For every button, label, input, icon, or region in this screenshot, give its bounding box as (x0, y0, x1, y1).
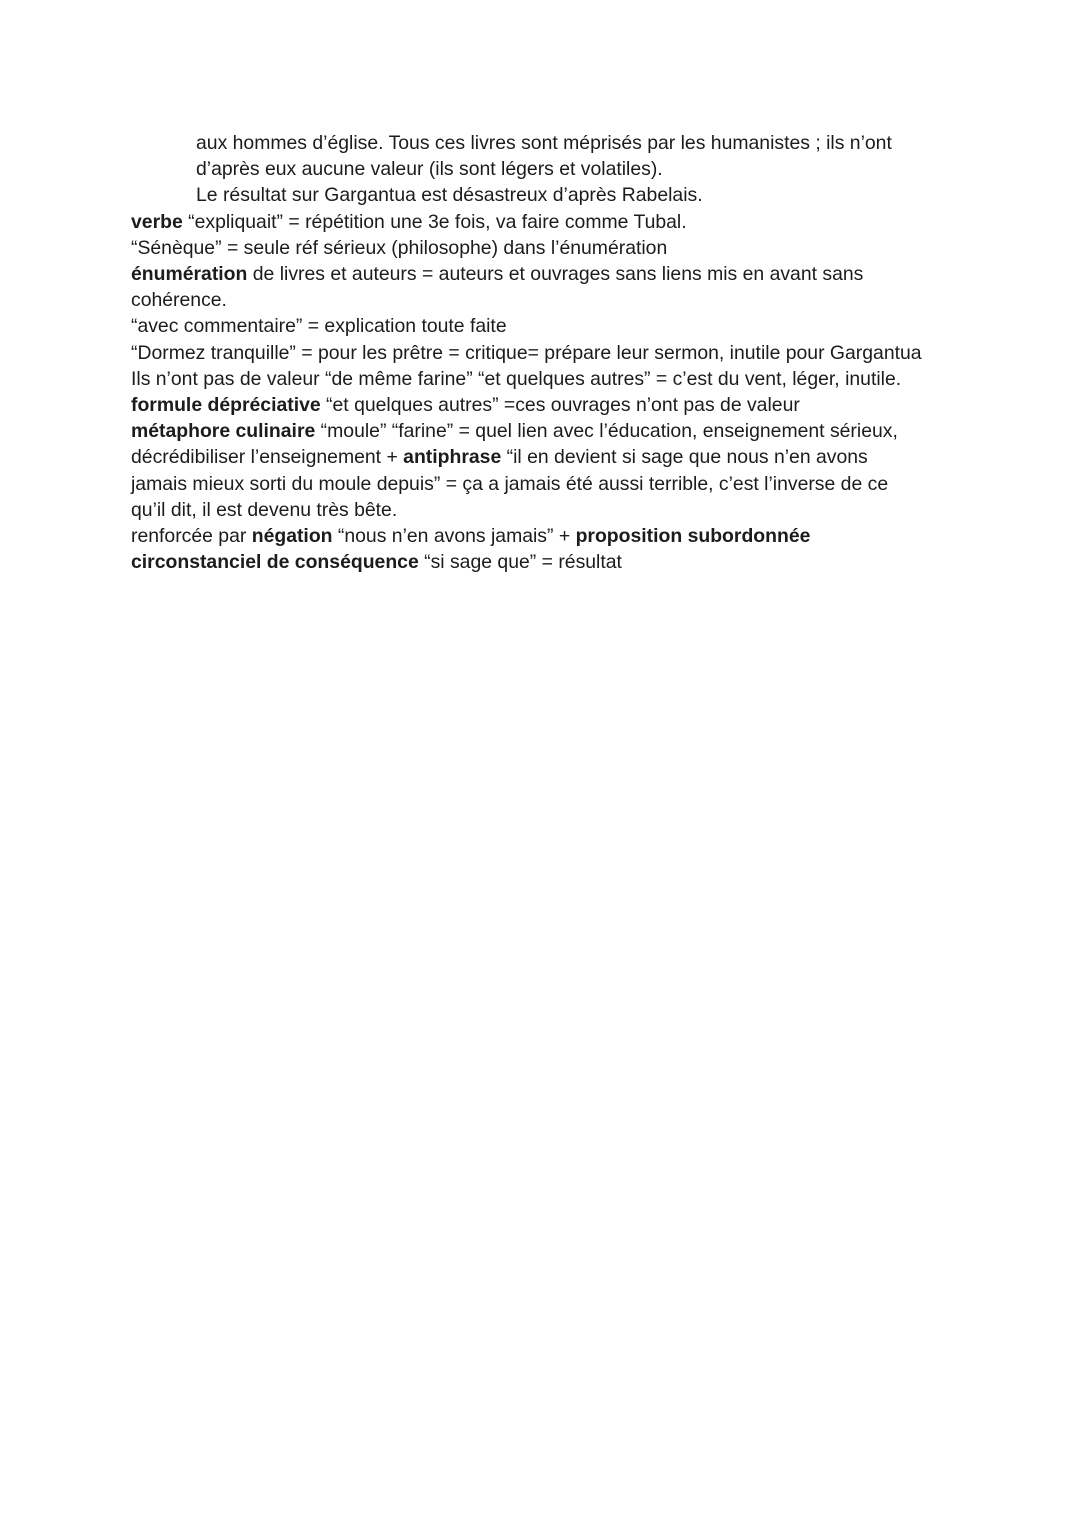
text-line (131, 444, 961, 470)
text-line (131, 549, 961, 575)
text-line (131, 182, 961, 208)
bold-term: négation (251, 525, 333, 548)
text-segment: cohérence. (131, 289, 227, 312)
text-segment: de livres et auteurs = auteurs et ouvrages sans liens mis en avant sans (247, 263, 864, 286)
document-text (131, 130, 961, 575)
text-line (131, 340, 961, 366)
text-segment: “moule” “farine” = quel lien avec l’éducation, enseignement sérieux, (315, 420, 898, 443)
text-line (131, 156, 961, 182)
text-segment: Ils n’ont pas de valeur “de même farine” “et quelques autres” = c’est du vent, léger, inutile. (131, 367, 902, 390)
text-line (131, 235, 961, 261)
text-line (131, 209, 961, 235)
text-line (131, 130, 961, 156)
text-segment: aux hommes d’église. Tous ces livres sont méprisés par les humanistes ; ils n’ont (196, 132, 892, 154)
text-segment: “nous n’en avons jamais” + (332, 525, 576, 548)
bold-term: verbe (131, 210, 183, 233)
text-line (131, 418, 961, 444)
text-line (131, 366, 961, 392)
text-segment: qu’il dit, il est devenu très bête. (131, 498, 398, 521)
text-segment: “si sage que” = résultat (418, 551, 622, 574)
bold-term: proposition subordonnée (575, 525, 811, 548)
text-line (131, 287, 961, 313)
text-segment: renforcée par (131, 525, 252, 548)
text-segment: “Dormez tranquille” = pour les prêtre = critique= prépare leur sermon, inutile pour Gargantua (131, 341, 922, 364)
text-segment: d’après eux aucune valeur (ils sont légers et volatiles). (196, 158, 663, 181)
bold-term: métaphore culinaire (131, 420, 316, 443)
text-segment: “il en devient si sage que nous n’en avons (501, 446, 868, 469)
bold-term: antiphrase (403, 446, 502, 469)
text-segment: “avec commentaire” = explication toute faite (131, 315, 507, 338)
text-line (131, 497, 961, 523)
text-line (131, 523, 961, 549)
text-segment: décrédibiliser l’enseignement + (131, 446, 404, 469)
text-line (131, 471, 961, 497)
bold-term: énumération (131, 263, 248, 286)
bold-term: circonstanciel de conséquence (131, 551, 419, 574)
text-line (131, 392, 961, 418)
text-segment: “Sénèque” = seule réf sérieux (philosophe) dans l’énumération (131, 236, 668, 259)
text-line (131, 261, 961, 287)
bold-term: formule dépréciative (131, 394, 321, 417)
text-segment: “expliquait” = répétition une 3e fois, va faire comme Tubal. (182, 210, 687, 233)
text-line (131, 313, 961, 339)
text-segment: “et quelques autres” =ces ouvrages n’ont pas de valeur (320, 394, 800, 417)
text-segment: Le résultat sur Gargantua est désastreux d’après Rabelais. (196, 184, 703, 207)
text-segment: jamais mieux sorti du moule depuis” = ça a jamais été aussi terrible, c’est l’inverse de ce (131, 472, 889, 495)
